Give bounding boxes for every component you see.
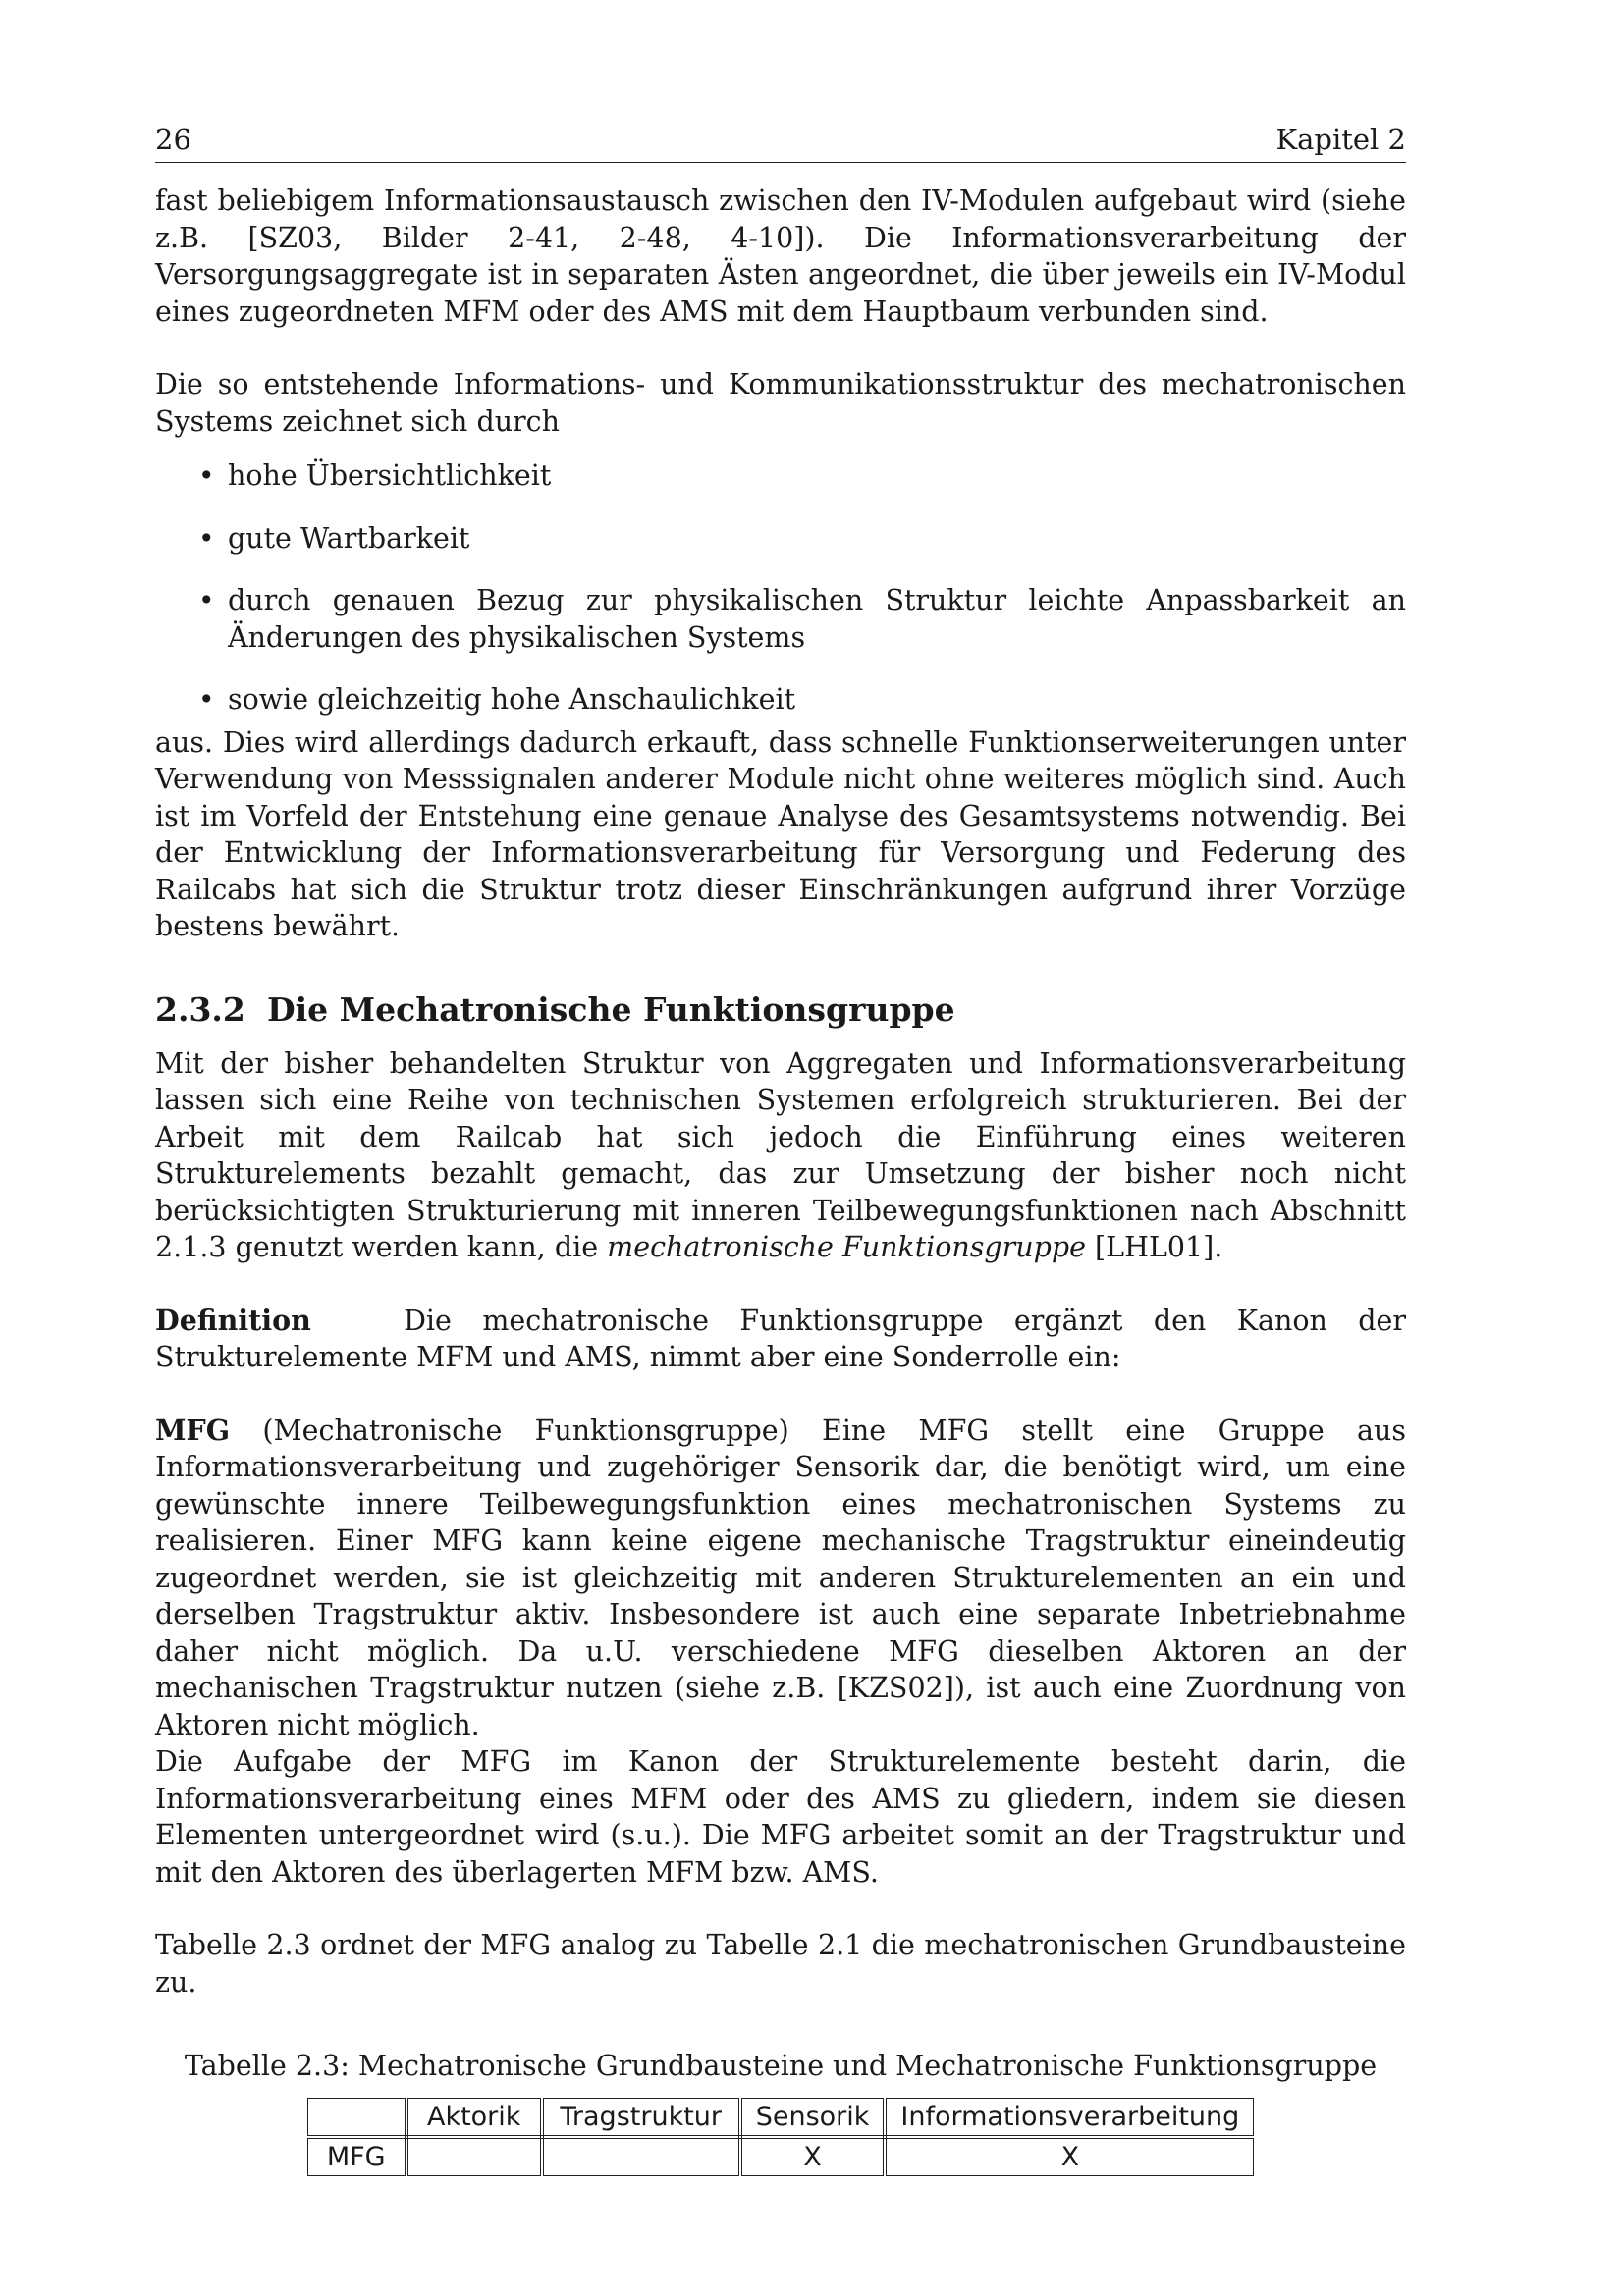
list-item: • sowie gleichzeitig hohe Anschaulichkeit <box>228 681 1406 719</box>
definition-paragraph <box>155 1303 1406 1376</box>
mfg-text: (Mechatronische Funktionsgruppe) Eine MFG stellt eine Gruppe aus Informationsverarbeitung und zugehöriger Sensorik dar, die benötigt wird, um eine gewünschte innere Teilbewegungsfunktion eines mechatronischen Systems zu realisieren. Einer MFG kann keine eigene mechanische Tragstruktur eineindeutig zugeordnet werden, sie ist gleichzeitig mit anderen Strukturelementen an ein und derselben Tragstruktur aktiv. Insbesondere ist auch eine separate Inbetriebnahme daher nicht möglich. Da u.U. verschiedene MFG dieselben Aktoren an der mechanischen Tragstruktur nutzen (siehe z.B. [KZS02]), ist auch eine Zuordnung von Aktoren nicht möglich. <box>155 1414 1406 1741</box>
table-header-cell: Informationsverarbeitung <box>885 2099 1253 2138</box>
mfg-definition <box>155 1413 1406 1744</box>
list-item: • hohe Übersichtlichkeit <box>228 457 1406 495</box>
paragraph-6: Tabelle 2.3 ordnet der MFG analog zu Tabelle 2.1 die mechatronischen Grundbausteine zu. <box>155 1929 1406 1999</box>
table-header-cell <box>307 2099 406 2138</box>
section-heading <box>155 990 1406 1030</box>
table-cell: MFG <box>307 2137 406 2176</box>
bullet-list <box>155 457 1406 719</box>
paragraph-4 <box>155 1045 1406 1266</box>
paragraph-2: Die so entstehende Informations- und Kommunikationsstruktur des mechatronischen Systems zeichnet sich durch <box>155 368 1406 438</box>
list-item: • gute Wartbarkeit <box>228 520 1406 558</box>
table-header-cell: Tragstruktur <box>542 2099 740 2138</box>
table-header-cell: Aktorik <box>406 2099 542 2138</box>
table-cell: X <box>740 2137 886 2176</box>
list-item: • durch genauen Bezug zur physikalischen Struktur leichte Anpassbarkeit an Änderungen des physikalischen Systems <box>228 582 1406 656</box>
table-cell: X <box>885 2137 1253 2176</box>
table <box>307 2098 1255 2176</box>
running-header <box>155 123 1406 163</box>
mfg-label: MFG <box>155 1413 231 1447</box>
citation: [LHL01]. <box>1085 1231 1223 1263</box>
chapter-label: Kapitel 2 <box>1275 123 1406 156</box>
table-cell <box>542 2137 740 2176</box>
table-cell <box>406 2137 542 2176</box>
definition-text: Die mechatronische Funktionsgruppe ergänzt den Kanon der Strukturelemente MFM und AMS, nimmt aber eine Sonderrolle ein: <box>155 1304 1407 1373</box>
term-emphasis: mechatronische Funktionsgruppe <box>607 1231 1086 1263</box>
table-caption: Tabelle 2.3: Mechatronische Grundbausteine und Mechatronische Funktionsgruppe <box>184 2050 1378 2082</box>
paragraph-1: fast beliebigem Informationsaustausch zwischen den IV-Modulen aufgebaut wird (siehe z.B. [SZ03, Bilder 2-41, 2-48, 4-10]). Die Informationsverarbeitung der Versorgungsaggregate ist in separaten Ästen angeordnet, die über jeweils ein IV-Modul eines zugeordneten MFM oder des AMS mit dem Hauptbaum verbunden sind. <box>155 185 1406 328</box>
section-number: 2.3.2 <box>155 989 245 1029</box>
table-row <box>307 2137 1254 2176</box>
section-title: Die Mechatronische Funktionsgruppe <box>267 989 955 1029</box>
paragraph-5: Die Aufgabe der MFG im Kanon der Strukturelemente besteht darin, die Informationsverarbeitung eines MFM oder des AMS zu gliedern, indem sie diesen Elementen untergeordnet wird (s.u.). Die MFG arbeitet somit an der Tragstruktur und mit den Aktoren des überlagerten MFM bzw. AMS. <box>155 1745 1406 1889</box>
paragraph-3: aus. Dies wird allerdings dadurch erkauft, dass schnelle Funktionserweiterungen unter Verwendung von Messsignalen anderer Module nicht ohne weiteres möglich sind. Auch ist im Vorfeld der Entstehung eine genaue Analyse des Gesamtsystems notwendig. Bei der Entwicklung der Informationsverarbeitung für Versorgung und Federung des Railcabs hat sich die Struktur trotz dieser Einschränkungen aufgrund ihrer Vorzüge bestens bewährt. <box>155 725 1406 942</box>
definition-label: Definition <box>155 1303 311 1337</box>
page <box>155 123 1406 2176</box>
table-header-row <box>307 2099 1254 2138</box>
paragraph-4-text: Mit der bisher behandelten Struktur von Aggregaten und Informationsverarbeitung lassen sich eine Reihe von technischen Systemen erfolgreich strukturieren. Bei der Arbeit mit dem Railcab hat sich jedoch die Einführung eines weiteren Strukturelements bezahlt gemacht, das zur Umsetzung der bisher noch nicht berücksichtigten Strukturierung mit inneren Teilbewegungsfunktionen nach Abschnitt 2.1.3 genutzt werden kann, die <box>155 1046 1406 1263</box>
table-header-cell: Sensorik <box>740 2099 886 2138</box>
page-number: 26 <box>155 123 191 156</box>
